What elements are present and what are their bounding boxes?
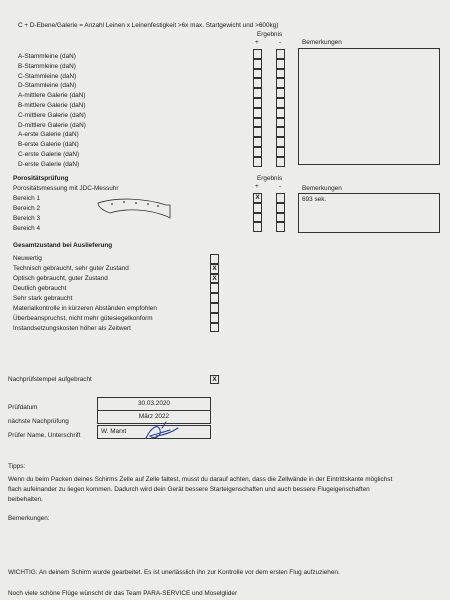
checkbox[interactable] [276, 157, 285, 167]
condition-label: Überbeanspruchst, nicht mehr gütesiegelkonform [13, 315, 153, 322]
line-label: C-mittlere Galerie (daN) [18, 111, 86, 119]
checkbox[interactable] [276, 98, 285, 108]
next-label: nächste Nachprüfung [8, 418, 69, 425]
checkbox[interactable] [276, 203, 285, 213]
tips-text: flach aufeinander zu liegen kommen. Dadurch wird dein Gerät bessere Starteigenschaften und auch bessere Flugeigenschaften [8, 486, 370, 493]
checkbox[interactable] [253, 49, 262, 59]
wing-profile-sketch [96, 196, 180, 228]
checkbox[interactable] [210, 323, 219, 333]
line-label: B-Stammleine (daN) [18, 62, 76, 70]
line-label: D-Stammleine (daN) [18, 82, 77, 90]
checkbox[interactable] [253, 157, 262, 167]
checkbox[interactable] [276, 78, 285, 88]
line-label: D-mittlere Galerie (daN) [18, 121, 86, 129]
checkbox[interactable] [276, 59, 285, 69]
porosity-minus-label: - [279, 183, 282, 190]
checkbox[interactable] [276, 213, 285, 223]
bemerkungen-label: Bemerkungen [302, 39, 342, 46]
area-label: Bereich 4 [13, 225, 40, 232]
stamp-label: Nachprüfstempel aufgebracht [8, 376, 92, 383]
inspector-name-field[interactable]: W. Marxt [97, 425, 211, 439]
condition-label: Deutlich gebraucht [13, 285, 67, 292]
line-label: D-erste Galerie (daN) [18, 160, 80, 168]
checkbox[interactable] [253, 213, 262, 223]
condition-label: Optisch gebraucht, guter Zustand [13, 275, 108, 282]
condition-title: Gesamtzustand bei Auslieferung [13, 242, 113, 249]
date-label: Prüfdatum [8, 404, 38, 411]
stamp-checkbox[interactable]: X [210, 375, 219, 384]
checkbox[interactable] [253, 137, 262, 147]
condition-label: Materialkontrolle in kürzeren Abständen empfohlen [13, 305, 157, 312]
checkbox-checked[interactable]: X [210, 264, 219, 274]
signature-scribble [140, 420, 182, 444]
tips-text: beibehalten. [8, 496, 43, 503]
condition-label: Technisch gebraucht, sehr guter Zustand [13, 265, 129, 272]
porosity-ergebnis-label: Ergebnis [257, 175, 283, 182]
lines-remarks-box[interactable] [298, 48, 440, 165]
checkbox[interactable] [253, 98, 262, 108]
checkbox-checked[interactable]: X [210, 274, 219, 284]
checkbox[interactable] [276, 193, 285, 203]
line-label: B-mittlere Galerie (daN) [18, 102, 86, 109]
checkbox[interactable] [210, 293, 219, 303]
checkbox[interactable] [276, 147, 285, 157]
checkbox[interactable] [253, 147, 262, 157]
checkbox[interactable] [210, 313, 219, 323]
condition-label: Instandsetzungskosten höher als Zeitwert [13, 325, 131, 332]
closing-text: Noch viele schöne Flüge wünscht dir das Team PARA-SERVICE und Moselglider [8, 590, 238, 597]
condition-label: Sehr stark gebraucht [13, 295, 73, 302]
porosity-plus-label: + [255, 183, 259, 190]
area-label: Bereich 2 [13, 205, 40, 212]
checkbox[interactable] [276, 137, 285, 147]
line-label: B-erste Galerie (daN) [18, 141, 79, 149]
line-label: A-Stammleine (daN) [18, 53, 76, 60]
minus-checkbox-column [276, 49, 285, 167]
checkbox-checked[interactable]: X [253, 193, 262, 203]
ergebnis-label: Ergebnis [257, 31, 283, 38]
warning-text: WICHTIG: An deinem Schirm wurde gearbeitet. Es ist unerlässlich ihn zur Kontrolle vor dem ersten Flug aufzuziehen. [8, 569, 340, 576]
porosity-minus-column [276, 193, 285, 232]
checkbox[interactable] [253, 78, 262, 88]
checkbox[interactable] [276, 118, 285, 128]
porosity-title: Porositätsprüfung [13, 175, 69, 182]
line-label: A-erste Galerie (daN) [18, 131, 79, 139]
plus-label: + [255, 39, 259, 46]
checkbox[interactable] [253, 203, 262, 213]
checkbox[interactable] [276, 127, 285, 137]
checkbox[interactable] [253, 88, 262, 98]
line-label: C-erste Galerie (daN) [18, 151, 80, 158]
line-label: C-Stammleine (daN) [18, 72, 77, 80]
checkbox[interactable] [210, 254, 219, 264]
checkbox[interactable] [276, 222, 285, 232]
tips-text: Wenn du beim Packen deines Schirms Zelle auf Zelle faltest, musst du darauf achten, dass die Zellwände in der Eintrittskante möglichst [8, 476, 393, 483]
checkbox[interactable] [253, 118, 262, 128]
porosity-plus-column [253, 193, 262, 232]
remarks-label: Bemerkungen: [8, 515, 50, 522]
condition-label: Neuwertig [13, 255, 42, 262]
checkbox[interactable] [253, 108, 262, 118]
line-label: A-mittlere Galerie (daN) [18, 92, 86, 100]
tips-title: Tipps: [8, 463, 26, 470]
checkbox[interactable] [276, 88, 285, 98]
checkbox[interactable] [253, 59, 262, 69]
formula-text: C + D-Ebene/Galerie = Anzahl Leinen x Leinenfestigkeit >6x max. Startgewicht und >600kg) [18, 22, 279, 29]
checkbox[interactable] [276, 69, 285, 79]
porosity-bemerkungen-label: Bemerkungen [302, 185, 342, 192]
condition-checkbox-column [210, 254, 219, 332]
checkbox[interactable] [276, 49, 285, 59]
date-field[interactable]: 30.03.2020 [97, 397, 211, 411]
checkbox[interactable] [253, 127, 262, 137]
porosity-remarks-box[interactable]: 693 sek. [298, 193, 440, 233]
plus-checkbox-column [253, 49, 262, 167]
name-label: Prüfer Name, Unterschrift [8, 432, 81, 439]
checkbox[interactable] [276, 108, 285, 118]
area-label: Bereich 3 [13, 215, 40, 222]
area-label: Bereich 1 [13, 195, 40, 202]
checkbox[interactable] [253, 222, 262, 232]
porosity-subtitle: Porositätsmessung mit JDC-Messuhr [13, 185, 119, 192]
checkbox[interactable] [210, 283, 219, 293]
next-inspection-field[interactable]: März 2022 [97, 410, 211, 424]
checkbox[interactable] [253, 69, 262, 79]
minus-label: - [279, 39, 282, 46]
checkbox[interactable] [210, 303, 219, 313]
